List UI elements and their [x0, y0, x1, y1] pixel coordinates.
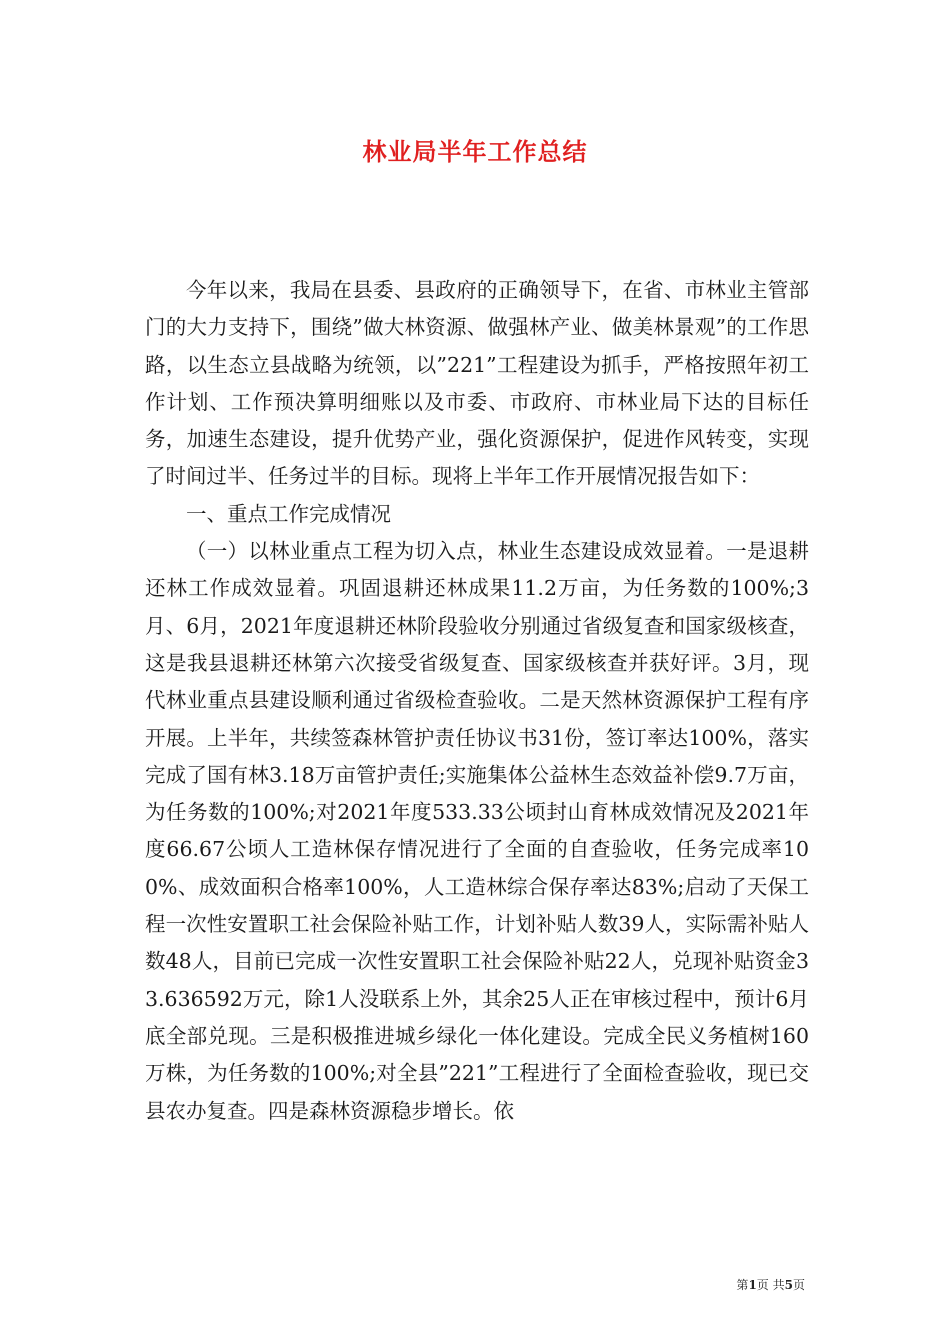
footer-middle: 页 共	[756, 1278, 785, 1292]
page-footer	[0, 1276, 805, 1293]
footer-suffix: 页	[792, 1278, 805, 1292]
section-paragraph: （一）以林业重点工程为切入点，林业生态建设成效显着。一是退耕还林工作成效显着。巩固退耕还林成果11.2万亩，为任务数的100%;3月、6月，2021年度退耕还林阶段验收分别通过省级复查和国家级核查，这是我县退耕还林第六次接受省级复查、国家级核查并获好评。3月，现代林业重点县建设顺利通过省级检查验收。二是天然林资源保护工程有序开展。上半年，共续签森林管护责任协议书31份，签订率达100%，落实完成了国有林3.18万亩管护责任;实施集体公益林生态效益补偿9.7万亩，为任务数的100%;对2021年度533.33公顷封山育林成效情况及2021年度66.67公顷人工造林保存情况进行了全面的自查验收，任务完成率100%、成效面积合格率100%，人工造林综合保存率达83%;启动了天保工程一次性安置职工社会保险补贴工作，计划补贴人数39人，实际需补贴人数48人，目前已完成一次性安置职工社会保险补贴22人，兑现补贴资金33.636592万元，除1人没联系上外，其余25人正在审核过程中，预计6月底全部兑现。三是积极推进城乡绿化一体化建设。完成全民义务植树160万株，为任务数的100%;对全县”221”工程进行了全面检查验收，现已交县农办复查。四是森林资源稳步增长。依	[145, 539, 809, 1123]
document-body	[145, 272, 809, 1130]
total-pages-number: 5	[784, 1278, 793, 1292]
footer-prefix: 第	[736, 1278, 749, 1292]
document-title: 林业局半年工作总结	[362, 138, 588, 166]
current-page-number: 1	[748, 1278, 757, 1292]
section-heading: 一、重点工作完成情况	[186, 501, 391, 526]
intro-paragraph: 今年以来，我局在县委、县政府的正确领导下，在省、市林业主管部门的大力支持下，围绕”做大林资源、做强林产业、做美林景观”的工作思路，以生态立县战略为统领，以”221”工程建设为抓手，严格按照年初工作计划、工作预决算明细账以及市委、市政府、市林业局下达的目标任务，加速生态建设，提升优势产业，强化资源保护，促进作风转变，实现了时间过半、任务过半的目标。现将上半年工作开展情况报告如下：	[145, 278, 809, 489]
